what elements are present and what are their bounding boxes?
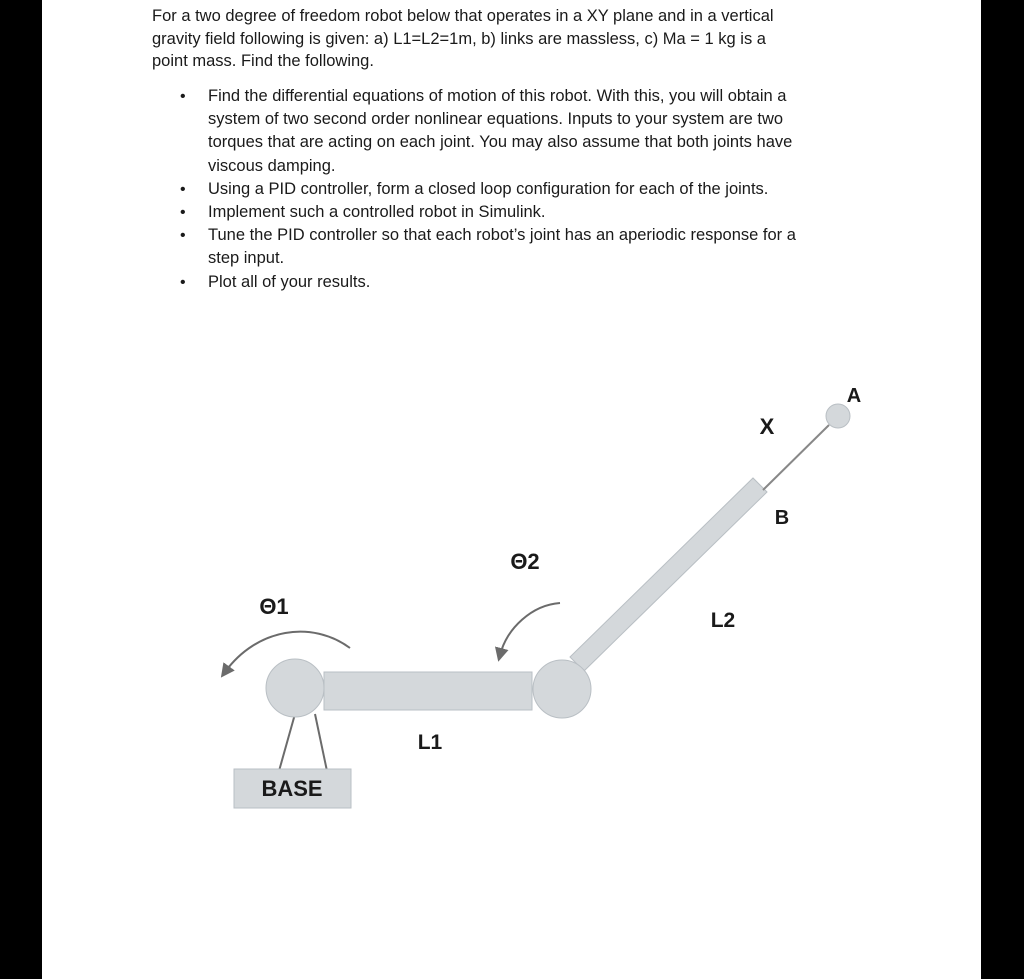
intro-line: point mass. Find the following. — [152, 52, 374, 70]
l1-label: L1 — [417, 731, 443, 754]
theta2-label: Θ2 — [510, 549, 540, 574]
theta1-label: Θ1 — [259, 594, 289, 619]
base-label: BASE — [261, 776, 323, 801]
task-line: • Find the differential equations of motion of this robot. With this, you will obtain a — [208, 87, 787, 105]
point-mass-a — [826, 404, 850, 428]
theta2-arrow — [500, 603, 560, 655]
task-line: system of two second order nonlinear equations. Inputs to your system are two — [208, 110, 784, 129]
task-line: • Using a PID controller, form a closed loop configuration for each of the joints. — [208, 179, 769, 198]
task-line: torques that are acting on each joint. You may also assume that both joints have — [208, 133, 793, 152]
robot-diagram — [42, 0, 981, 979]
task-line: step input. — [208, 249, 285, 268]
intro-line: For a two degree of freedom robot below that operates in a XY plane and in a vertical — [152, 7, 774, 25]
task-line: viscous damping. — [208, 156, 336, 175]
base-leg-left — [279, 714, 295, 771]
task-line: • Tune the PID controller so that each robot’s joint has an aperiodic response for a — [208, 226, 796, 245]
l2-label: L2 — [710, 609, 736, 632]
x-label: X — [759, 414, 775, 439]
b-label: B — [774, 507, 790, 529]
task-line: • Implement such a controlled robot in Simulink. — [208, 203, 546, 222]
link-l2 — [570, 478, 767, 671]
a-label: A — [846, 385, 862, 407]
document-page — [42, 0, 981, 979]
joint-1 — [266, 659, 324, 717]
link-l1 — [324, 672, 532, 710]
joint-2 — [533, 660, 591, 718]
base-leg-right — [315, 714, 327, 771]
intro-line: gravity field following is given: a) L1=L2=1m, b) links are massless, c) Ma = 1 kg is a — [152, 29, 766, 48]
task-line: • Plot all of your results. — [208, 272, 371, 291]
